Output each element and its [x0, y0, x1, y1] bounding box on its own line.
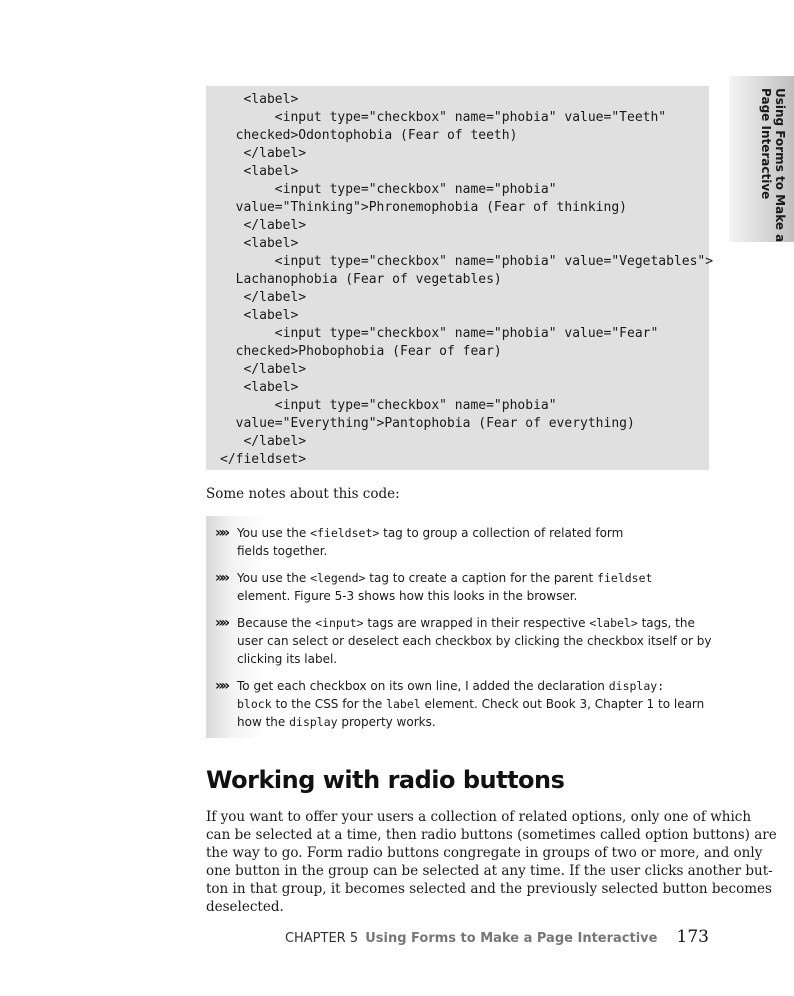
- footer-chapter-title: Using Forms to Make a Page Interactive: [365, 931, 658, 946]
- code-line: </label>: [220, 434, 307, 449]
- note-line: [237, 569, 652, 587]
- body-line: can be selected at a time, then radio buttons (sometimes called option buttons) are: [206, 827, 777, 843]
- bullet-arrow-icon: »»: [215, 678, 228, 694]
- note-line: user can select or deselect each checkbox by clicking the checkbox itself or by: [237, 634, 712, 648]
- bullet-arrow-icon: »»: [215, 570, 228, 586]
- page-number: 173: [676, 927, 709, 947]
- code-line: <input type="checkbox" name="phobia" value="Fear": [220, 326, 659, 341]
- code-line: <input type="checkbox" name="phobia": [220, 182, 557, 197]
- note-text: property works.: [337, 715, 436, 729]
- code-listing: [206, 86, 714, 470]
- code-line: </label>: [220, 218, 307, 233]
- body-line: deselected.: [206, 899, 284, 915]
- body-line: the way to go. Form radio buttons congregate in groups of two or more, and only: [206, 845, 763, 861]
- code-line: checked>Phobophobia (Fear of fear): [220, 344, 502, 359]
- note-code: block: [237, 697, 272, 711]
- note-text: You use the: [237, 526, 311, 540]
- note-text: tags are wrapped in their respective: [363, 616, 590, 630]
- note-text: tags, the: [637, 616, 695, 630]
- side-tab-text: Using Forms to Make a Page Interactive: [759, 88, 787, 243]
- footer-chapter: CHAPTER 5: [284, 931, 359, 946]
- note-line: element. Figure 5-3 shows how this looks in the browser.: [237, 589, 578, 603]
- code-line: <label>: [220, 380, 299, 395]
- note-code: display:: [608, 679, 665, 693]
- note-line: [237, 524, 623, 542]
- section-heading: Working with radio buttons: [206, 766, 565, 794]
- code-line: Lachanophobia (Fear of vegetables): [220, 272, 502, 287]
- notes-list: [206, 516, 712, 738]
- note-text: how the: [237, 715, 290, 729]
- note-code: <label>: [589, 616, 638, 630]
- code-line: value="Thinking">Phronemophobia (Fear of thinking): [220, 200, 627, 215]
- bullet-arrow-icon: »»: [215, 525, 228, 541]
- body-line: one button in the group can be selected at any time. If the user clicks another but-: [206, 863, 773, 879]
- note-line: fields together.: [237, 544, 328, 558]
- note-text: To get each checkbox on its own line, I added the declaration: [237, 679, 609, 693]
- code-line: value="Everything">Pantophobia (Fear of everything): [220, 416, 635, 431]
- note-text: to the CSS for the: [271, 697, 387, 711]
- body-line: ton in that group, it becomes selected and the previously selected button becomes: [206, 881, 772, 897]
- code-lines: [220, 91, 713, 469]
- note-line: [237, 713, 436, 731]
- note-line: [237, 614, 695, 632]
- note-text: tag to group a collection of related form: [379, 526, 624, 540]
- note-code: <legend>: [310, 571, 366, 585]
- code-line: </label>: [220, 146, 307, 161]
- bullet-arrow-icon: »»: [215, 615, 228, 631]
- note-text: Because the: [237, 616, 316, 630]
- code-line: <input type="checkbox" name="phobia" value="Vegetables">: [220, 254, 714, 269]
- chapter-side-tab: [729, 76, 794, 242]
- note-code: display: [289, 715, 338, 729]
- code-line: <input type="checkbox" name="phobia": [220, 398, 557, 413]
- note-line: clicking its label.: [237, 652, 338, 666]
- notes-intro: Some notes about this code:: [206, 486, 400, 502]
- note-line: [237, 695, 704, 713]
- code-line: checked>Odontophobia (Fear of teeth): [220, 128, 518, 143]
- code-line: </label>: [220, 290, 307, 305]
- note-text: You use the: [237, 571, 311, 585]
- note-text: element. Check out Book 3, Chapter 1 to learn: [420, 697, 705, 711]
- body-paragraph: [206, 808, 777, 916]
- body-line: If you want to offer your users a collection of related options, only one of which: [206, 809, 752, 825]
- code-line: <label>: [220, 236, 299, 251]
- note-code: <input>: [315, 616, 364, 630]
- code-line: <input type="checkbox" name="phobia" value="Teeth": [220, 110, 667, 125]
- page-footer: [285, 927, 709, 947]
- code-line: <label>: [220, 308, 299, 323]
- code-line: </label>: [220, 362, 307, 377]
- note-code: <fieldset>: [310, 526, 380, 540]
- note-text: tag to create a caption for the parent: [365, 571, 598, 585]
- note-line: [237, 677, 664, 695]
- note-code: fieldset: [597, 571, 653, 585]
- code-line: <label>: [220, 92, 299, 107]
- code-line: </fieldset>: [220, 452, 307, 467]
- note-code: label: [386, 697, 421, 711]
- code-line: <label>: [220, 164, 299, 179]
